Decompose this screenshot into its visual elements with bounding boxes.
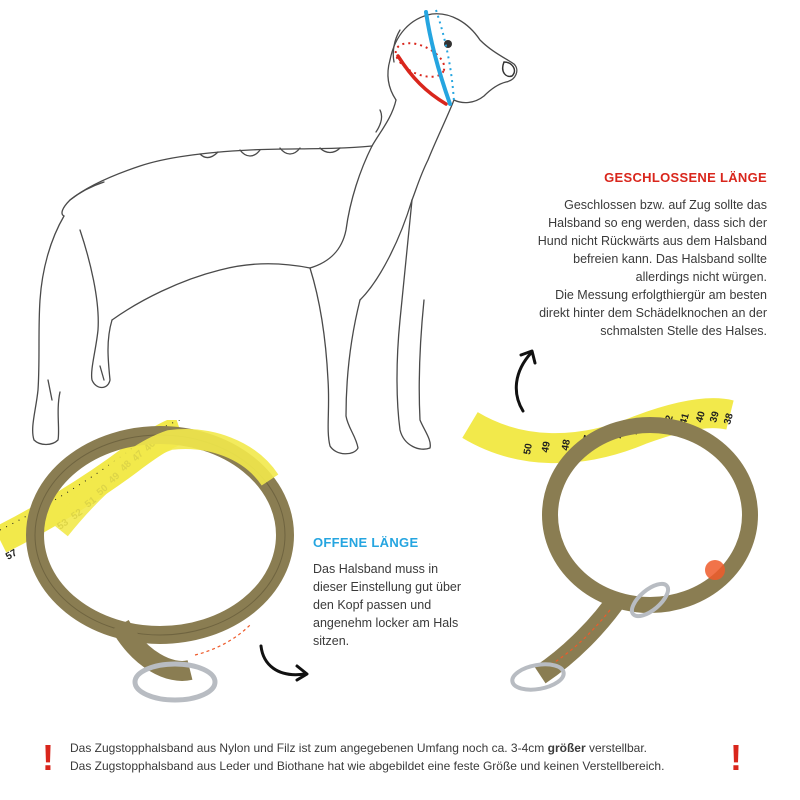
closed-length-heading: GESCHLOSSENE LÄNGE: [604, 170, 767, 185]
tape-number: 40: [694, 410, 708, 424]
tape-number: 52: [69, 507, 85, 523]
tape-number: 53: [55, 517, 71, 533]
footer-line-2: Das Zugstopphalsband aus Leder und Biothane hat wie abgebildet eine feste Größe und keinen Verstellbereich.: [70, 759, 665, 773]
description-line: Halsband so eng werden, dass sich der: [548, 216, 767, 230]
open-length-heading: OFFENE LÄNGE: [313, 535, 419, 550]
tape-number: 50: [94, 482, 111, 499]
description-line: den Kopf passen und: [313, 598, 432, 612]
description-line: direkt hinter dem Schädelknochen an der: [539, 306, 767, 320]
tape-number: 45: [614, 426, 628, 440]
closed-collar-photo: [460, 385, 780, 700]
open-length-description: [313, 560, 483, 650]
tape-number: 47: [580, 434, 594, 448]
exclamation-right-icon: !: [730, 737, 742, 778]
description-line: sitzen.: [313, 634, 350, 648]
footer-note: [70, 739, 735, 775]
footer-line-1-end: verstellbar.: [585, 741, 647, 755]
tape-number: 49: [540, 440, 553, 454]
description-line: befreien kann. Das Halsband sollte: [573, 252, 767, 266]
tape-number: 49: [106, 470, 123, 487]
tape-number: 46: [598, 430, 612, 444]
description-line: Das Halsband muss in: [313, 562, 439, 576]
footer-emphasis: größer: [547, 741, 586, 755]
curved-arrow-right-icon: [255, 640, 315, 685]
tape-number: 42: [662, 414, 676, 428]
tape-number: 38: [722, 412, 736, 426]
exclamation-left-icon: !: [42, 737, 54, 778]
tape-number: 57: [4, 547, 20, 563]
curved-arrow-up-icon: [505, 345, 550, 415]
tape-number: 51: [83, 494, 99, 511]
tape-number: 50: [522, 442, 535, 456]
tape-number: 44: [630, 422, 644, 436]
tape-number: 48: [560, 438, 573, 452]
description-line: dieser Einstellung gut über: [313, 580, 462, 594]
tape-number: 47: [130, 448, 146, 465]
tape-number: 39: [708, 410, 722, 424]
description-line: allerdings nicht würgen.: [635, 270, 767, 284]
description-line: schmalsten Stelle des Halses.: [600, 324, 767, 338]
closed-length-description: [467, 196, 767, 340]
tape-number: 43: [646, 418, 660, 432]
description-line: Geschlossen bzw. auf Zug sollte das: [564, 198, 767, 212]
tape-number: 46: [142, 438, 158, 455]
footer-line-1: [70, 739, 735, 757]
tape-number: 41: [678, 412, 692, 426]
description-line: Die Messung erfolgthiergür am besten: [555, 288, 767, 302]
description-line: angenehm locker am Hals: [313, 616, 459, 630]
tape-number: 48: [118, 458, 134, 475]
description-line: Hund nicht Rückwärts aus dem Halsband: [537, 234, 767, 248]
tape-number: 45: [154, 428, 170, 445]
footer-line-1-text: Das Zugstopphalsband aus Nylon und Filz ist zum angegebenen Umfang noch ca. 3-4cm: [70, 741, 548, 755]
